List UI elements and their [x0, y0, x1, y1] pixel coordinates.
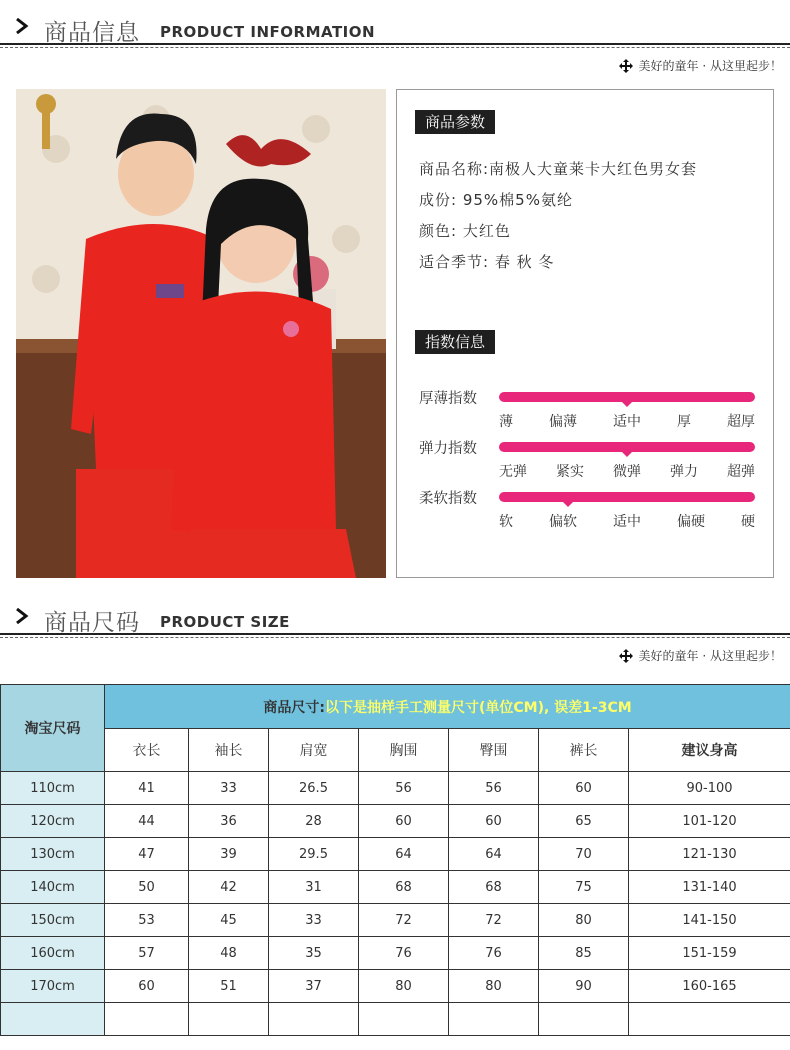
value-cell: 90: [539, 970, 629, 1003]
index-tick: 适中: [613, 414, 641, 430]
index-tick: 紧实: [556, 464, 584, 480]
value-cell: 53: [105, 904, 189, 937]
value-cell: 42: [189, 871, 269, 904]
index-tick: 偏薄: [549, 414, 577, 430]
divider-dashed: [0, 637, 790, 638]
column-header: 肩宽: [269, 729, 359, 772]
empty-cell: [105, 1003, 189, 1036]
value-cell: 51: [189, 970, 269, 1003]
value-cell: 60: [539, 772, 629, 805]
value-cell: 60: [449, 805, 539, 838]
index-label: 柔软指数: [419, 491, 477, 507]
param-name: 商品名称:南极人大童莱卡大红色男女套: [419, 160, 698, 178]
move-arrows-icon: [619, 649, 633, 663]
value-cell: 75: [539, 871, 629, 904]
column-header: 衣长: [105, 729, 189, 772]
index-tick: 超厚: [727, 414, 755, 430]
info-panel: [396, 89, 774, 578]
value-cell: 160-165: [629, 970, 790, 1003]
index-tick: 厚: [677, 414, 691, 430]
value-cell: 44: [105, 805, 189, 838]
empty-cell: [1, 1003, 105, 1036]
value-cell: 80: [539, 904, 629, 937]
table-row: [1, 871, 790, 904]
value-cell: 47: [105, 838, 189, 871]
section-title-cn: 商品信息: [44, 20, 140, 46]
size-cell: 160cm: [1, 937, 105, 970]
value-cell: 80: [359, 970, 449, 1003]
value-cell: 72: [359, 904, 449, 937]
softness-index: [419, 487, 759, 531]
index-tick: 无弹: [499, 464, 527, 480]
index-ticks: [499, 461, 755, 481]
size-cell: 130cm: [1, 838, 105, 871]
table-title-note: 以下是抽样手工测量尺寸(单位CM), 误差1-3CM: [324, 699, 632, 716]
value-cell: 64: [449, 838, 539, 871]
params-tag: 商品参数: [415, 110, 495, 134]
table-row: [1, 772, 790, 805]
param-material: 成份: 95%棉5%氨纶: [419, 191, 573, 209]
index-tag: 指数信息: [415, 330, 495, 354]
size-cell: 120cm: [1, 805, 105, 838]
thickness-index: [419, 387, 759, 431]
index-tick: 硬: [741, 514, 755, 530]
value-cell: 121-130: [629, 838, 790, 871]
index-tick: 偏硬: [677, 514, 705, 530]
value-cell: 85: [539, 937, 629, 970]
index-label: 厚薄指数: [419, 391, 477, 407]
size-table-body: [1, 772, 790, 1036]
index-tick: 超弹: [727, 464, 755, 480]
value-cell: 76: [359, 937, 449, 970]
value-cell: 39: [189, 838, 269, 871]
value-cell: 101-120: [629, 805, 790, 838]
value-cell: 60: [105, 970, 189, 1003]
value-cell: 28: [269, 805, 359, 838]
size-cell: 150cm: [1, 904, 105, 937]
column-header: 建议身高: [629, 729, 790, 772]
index-marker: [620, 450, 634, 457]
value-cell: 60: [359, 805, 449, 838]
index-bar: [499, 492, 755, 502]
size-cell: 170cm: [1, 970, 105, 1003]
value-cell: 35: [269, 937, 359, 970]
index-tick: 薄: [499, 414, 513, 430]
value-cell: 131-140: [629, 871, 790, 904]
table-row: [1, 970, 790, 1003]
elasticity-index: [419, 437, 759, 481]
slogan: [619, 647, 782, 664]
empty-cell: [189, 1003, 269, 1036]
empty-cell: [629, 1003, 790, 1036]
product-photo: [16, 89, 386, 578]
value-cell: 29.5: [269, 838, 359, 871]
table-title: [105, 685, 790, 729]
column-header: 胸围: [359, 729, 449, 772]
value-cell: 151-159: [629, 937, 790, 970]
slogan-text: 美好的童年 · 从这里起步！: [638, 59, 782, 73]
product-size-header: [0, 590, 790, 640]
table-row-empty: [1, 1003, 790, 1036]
column-header: 袖长: [189, 729, 269, 772]
chevron-right-icon: [14, 18, 30, 34]
section-title-en: PRODUCT INFORMATION: [160, 23, 376, 41]
divider: [0, 43, 790, 45]
slogan-text: 美好的童年 · 从这里起步！: [638, 649, 782, 663]
size-cell: 140cm: [1, 871, 105, 904]
index-ticks: [499, 411, 755, 431]
value-cell: 68: [449, 871, 539, 904]
value-cell: 56: [449, 772, 539, 805]
size-table: [0, 684, 790, 1036]
section-title-en: PRODUCT SIZE: [160, 613, 290, 631]
table-title-label: 商品尺寸:: [263, 699, 325, 716]
empty-cell: [359, 1003, 449, 1036]
table-row: [1, 805, 790, 838]
value-cell: 141-150: [629, 904, 790, 937]
divider: [0, 633, 790, 635]
value-cell: 64: [359, 838, 449, 871]
index-label: 弹力指数: [419, 441, 477, 457]
size-cell: 110cm: [1, 772, 105, 805]
value-cell: 41: [105, 772, 189, 805]
index-ticks: [499, 511, 755, 531]
index-tick: 软: [499, 514, 513, 530]
empty-cell: [539, 1003, 629, 1036]
index-tick: 弹力: [670, 464, 698, 480]
table-row: [1, 838, 790, 871]
value-cell: 56: [359, 772, 449, 805]
value-cell: 76: [449, 937, 539, 970]
value-cell: 68: [359, 871, 449, 904]
value-cell: 33: [269, 904, 359, 937]
value-cell: 90-100: [629, 772, 790, 805]
section-title-cn: 商品尺码: [44, 610, 140, 636]
index-tick: 偏软: [549, 514, 577, 530]
table-row: [1, 937, 790, 970]
index-marker: [620, 400, 634, 407]
value-cell: 65: [539, 805, 629, 838]
param-color: 颜色: 大红色: [419, 222, 511, 240]
value-cell: 57: [105, 937, 189, 970]
empty-cell: [449, 1003, 539, 1036]
taobao-size-header: 淘宝尺码: [1, 685, 105, 772]
product-info-header: [0, 0, 790, 50]
value-cell: 26.5: [269, 772, 359, 805]
value-cell: 70: [539, 838, 629, 871]
value-cell: 45: [189, 904, 269, 937]
table-row: [1, 904, 790, 937]
value-cell: 72: [449, 904, 539, 937]
empty-cell: [269, 1003, 359, 1036]
value-cell: 36: [189, 805, 269, 838]
slogan: [619, 57, 782, 74]
value-cell: 80: [449, 970, 539, 1003]
column-header: 臀围: [449, 729, 539, 772]
value-cell: 50: [105, 871, 189, 904]
value-cell: 31: [269, 871, 359, 904]
value-cell: 48: [189, 937, 269, 970]
value-cell: 33: [189, 772, 269, 805]
param-season: 适合季节: 春 秋 冬: [419, 253, 555, 271]
column-header: 裤长: [539, 729, 629, 772]
chevron-right-icon: [14, 608, 30, 624]
index-marker: [561, 500, 575, 507]
index-tick: 适中: [613, 514, 641, 530]
value-cell: 37: [269, 970, 359, 1003]
divider-dashed: [0, 47, 790, 48]
index-tick: 微弹: [613, 464, 641, 480]
move-arrows-icon: [619, 59, 633, 73]
